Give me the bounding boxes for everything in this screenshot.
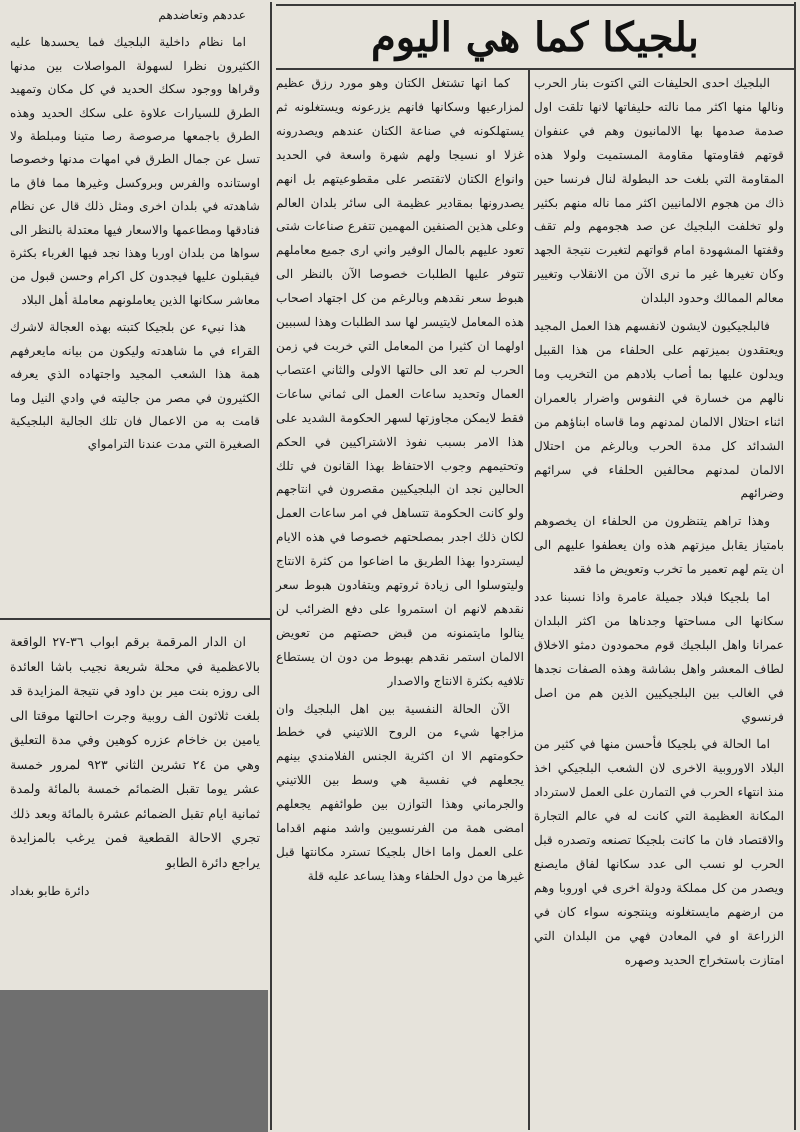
blank-margin — [0, 990, 268, 1132]
auction-notice — [6, 630, 264, 980]
notice-body: ان الدار المرقمة برقم ابواب ٣٦-٢٧ الواقعة بالاعظمية في محلة شريعة نجيب باشا العائدة الى روزه بنت مير بن داود في نتيجة المزايدة قد بلغت ثلاثون الف روبية وجرت احالتها موقتا الى يامين بن خاخام عزره كوهين وفي مدة التعليق وهي من ٢٤ تشرين الثاني ٩٢٣ لمرور خمسة عشر يوما تقبل الضمائم خمسة بالمائة ولمدة ثمانية ايام تقبل الضمائم عشرة بالمائة وبعد ذلك تجري الاحالة القطعية فمن يرغب بالمزايدة يراجع دائرة الطابو — [10, 634, 260, 870]
headline-top-rule — [276, 4, 796, 6]
paragraph: الآن الحالة النفسية بين اهل البلجيك وان مزاجها شيء من الروح اللاتيني في خطط حكومتهم الا ان اكثرية الجنس الفلامندي بينهم يجعلهم في نفسية هي وسط بين اللاتيني والجرماني وهذا التوازن بين طوائفهم يجعلهم امضى همة من الفرنسويين واشد منهم اقداما على العمل واما اخال بلجيكا تسترد مكانتها قبل غيرها من دول الحلفاء وهذا يساعد عليه قلة — [276, 701, 524, 883]
paragraph: البلجيك احدى الحليفات التي اكتوت بنار الحرب ونالها منها اكثر مما نالته حليفاتها لانها تلقت اول صدمة صدمها بها الالمانيون وهم في عنفوان قوتهم فقاومتها مقاومة المستميت ولولا هذه المقاومة التي بلغت حد البطولة لنال فرنسا حين ذاك من هجوم الالمانيين اكثر مما ناله منهم بكثير ولو تخلفت البلجيك عن صد هجومهم ولم تقف وقفتها المشهودة امام قواتهم لتغيرت نتيجة الجهد وكان تغيرها غير ما نرى الآن من الانقلاب وتغيير معالم الممالك وحدود البلدان — [534, 76, 784, 306]
paragraph: وهذا تراهم يتنظرون من الحلفاء ان يخصوهم بامتياز يقابل ميزتهم هذه وان يعطفوا عليهم الى ان يتم لهم تعمير ما تخرب وتعويض ما فقد — [534, 514, 784, 577]
paragraph: اما بلجيكا فبلاد جميلة عامرة واذا نسبنا عدد سكانها الى مساحتها وجدناها من اكثر البلدان عمرانا واهل البلجيك قوم محمودون دمثو الاخلاق لطاف المعشر واهل بشاشة وهذه الصفات نجدها في الغالب بين البلجيكيين الذين هم من اصل فرنسوي — [534, 590, 784, 724]
paragraph: هذا نبيء عن بلجيكا كتبته بهذه العجالة لاشرك القراء في ما شاهدته وليكون من بيانه مايعرفهم همة هذا الشعب المجيد واجتهاده الذي يعرفه الكثيرون في مصر من جاليته في وادي النيل وما قامت به من الاعمال فان تلك الجالية البلجيكية الصغيرة التي مدت عندنا الترامواي — [10, 320, 260, 452]
article-column-right — [530, 72, 788, 1128]
article-column-left — [6, 4, 264, 608]
paragraph: كما انها تشتغل الكتان وهو مورد رزق عظيم لمزارعيها وسكانها فانهم يزرعونه ويستغلونه ثم يستهلكونه في صناعة الكتان عندهم ويصدرونه غزلا او نسيجا ولهم شهرة واسعة في الحديد وانواع الكتان لاتقتصر على مقطوعيتهم بل انهم يصدرونها بمقادير عظيمة الى سائر بلدان العالم وعلى هذين الصنفين المهمين تتفرع صناعات شتى تعود عليهم بالمال الوفير واني ارى جميع معاملهم تتوفر عليها الطلبات خصوصا الآن بالنظر الى هبوط سعر نقدهم وبالرغم من كل اجتهاد اصحاب هذه المعامل لايتيسر لها سد الطلبات وهذا لسببين اولهما ان كثيرا من المعامل التي خربت في زمن الحرب لم تعد الى حالتها الاولى والثاني اعتصاب العمال وتحديد ساعات العمل الى ثماني ساعات فقط لايمكن مجاوزتها لسهر الحكومة الشديد على هذا الامر بسبب نفوذ الاشتراكيين في الحكم وتحتيمهم وجوب الاحتفاظ بهذا القانون في تلك الحالين نجد ان البلجيكيين مقصرون في انتاجهم ولو كانت الحكومة تتساهل في امر ساعات العمل لكان ذلك اجدر بمصلحتهم خصوصا في هذه الايام ليستردوا بهذا الطريق ما اضاعوا من كثرة الانتاج وليتوسلوا الى زيادة ثروتهم ويتفادون هبوط سعر نقدهم لانهم ان استمروا على دفع الضرائب لن ينالوا مايتمنونه من قبض حصتهم من تعويض الالمان استمر نقدهم بهبوط من دون ان يستطاع تلافيه بكثرة الانتاج والاصدار — [276, 76, 524, 688]
paragraph: اما الحالة في بلجيكا فأحسن منها في كثير من البلاد الاوروبية الاخرى لان الشعب البلجيكي اخذ منذ انتهاء الحرب في التمارن على العمل لاسترداد المكانة العظيمة التي كانت له في عالم التجارة والاقتصاد فان ما كانت بلجيكا تصنعه وتصدره قبل الحرب لو نسب الى عدد سكانها لفاق مايصنع ويصدر من كل مملكة ودولة اخرى في اوروبا وهم من ارضهم مايستغلونه وينتجونه سواء كان في الزراعة او في المعادن فهي من البلدان التي امتازت باستخراج الحديد وصهره — [534, 737, 784, 967]
section-divider — [0, 618, 270, 620]
article-headline: بلجيكا كما هي اليوم — [371, 14, 699, 61]
page-border — [794, 2, 796, 1130]
headline-bottom-rule — [276, 68, 796, 70]
paragraph: فالبلجيكيون لايشون لانفسهم هذا العمل المجيد ويعتقدون بميزتهم على الحلفاء من هذا القبيل ويدلون عليها بما أصاب بلادهم من التخريب وما نالهم من خسارة في النفوس واضرار بالعمران اثناء احتلال الالمان لمدنهم وما قاساه ابناؤهم من الشدائد كل مدة الحرب وبالرغم من احتلال الالمان لمدنهم محالفين الحلفاء في سرائهم وضرائهم — [534, 319, 784, 501]
article-column-middle — [272, 72, 528, 1128]
paragraph: اما نظام داخلية البلجيك فما يحسدها عليه الكثيرون نظرا لسهولة المواصلات بين مدنها وقراها ووجود سكك الحديد في كل مكان وتمهيد الطرق للسيارات علاوة على سكك الحديد وهذه الطرق باجمعها مرصوصة رصا متينا ومبلطة ولا تسل عن جمال الطرق في امهات مدنها وخصوصا اوستانده والفرس وبروكسل وغيرها مما فاق ما شاهدته في بلدان اخرى ومثل ذلك قال عن نظام فنادقها ومطاعمها والاسعار فيها معتدلة بالنظر الى سواها من بلدان اوربا وهذا نجد فيها الغرباء بكثرة فيقبلون عليها فيجدون كل اكرام وحسن قبول من معاشر سكانها الذين يعاملونهم معاملة أهل البلاد — [10, 35, 260, 307]
notice-signature: دائرة طابو بغداد — [10, 884, 90, 898]
paragraph: عددهم وتعاضدهم — [158, 8, 246, 22]
